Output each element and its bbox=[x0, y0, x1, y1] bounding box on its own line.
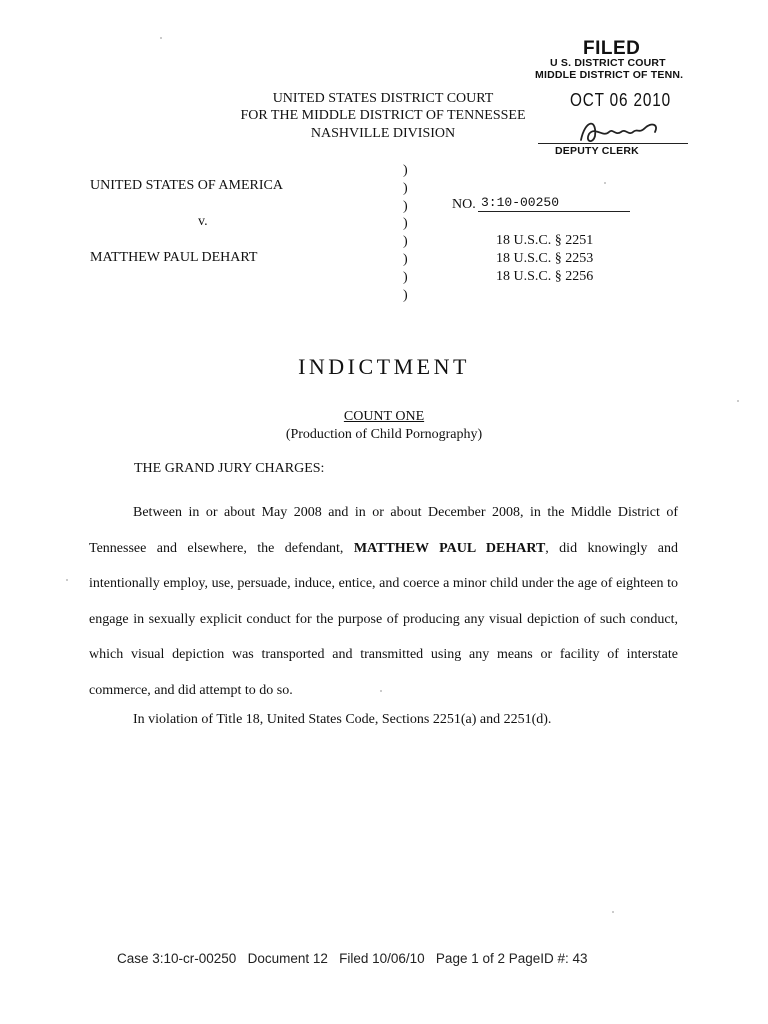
filed-stamp-clerk: DEPUTY CLERK bbox=[555, 145, 639, 157]
scan-speck bbox=[604, 182, 606, 184]
document-title: INDICTMENT bbox=[298, 354, 470, 379]
page-footer: Case 3:10-cr-00250 Document 12 Filed 10/06/10 Page 1 of 2 PageID #: 43 bbox=[117, 951, 588, 966]
statute-citation: 18 U.S.C. § 2251 bbox=[496, 233, 594, 248]
filed-stamp-district: MIDDLE DISTRICT OF TENN. bbox=[535, 69, 684, 81]
court-name: UNITED STATES DISTRICT COURT bbox=[272, 91, 494, 106]
charge-text-after: , did knowingly and intentionally employ, use, persuade, induce, entice, and coerce a minor child under the age of eighteen to engage in sexually explicit conduct for the purpose of producing any visual depiction of such conduct, which visual depiction was transported and transmitted using any means or facility of interstate commerce, and did attempt to do so. bbox=[89, 540, 678, 698]
scan-speck bbox=[380, 690, 382, 692]
statute-citation: 18 U.S.C. § 2253 bbox=[496, 251, 594, 266]
grand-jury-charges: THE GRAND JURY CHARGES: bbox=[134, 461, 325, 476]
court-division: NASHVILLE DIVISION bbox=[310, 126, 456, 141]
scan-speck bbox=[612, 911, 614, 913]
caption-paren: ) bbox=[403, 270, 408, 285]
case-number: 3:10-00250 bbox=[481, 195, 560, 210]
plaintiff-name: UNITED STATES OF AMERICA bbox=[90, 178, 283, 193]
caption-paren: ) bbox=[403, 252, 408, 267]
case-number-underline bbox=[478, 211, 630, 212]
caption-paren: ) bbox=[403, 163, 408, 178]
caption-paren: ) bbox=[403, 288, 408, 303]
count-title: COUNT ONE bbox=[343, 409, 425, 424]
filed-stamp-court: U S. DISTRICT COURT bbox=[550, 57, 666, 69]
versus: v. bbox=[198, 214, 208, 229]
caption-paren: ) bbox=[403, 216, 408, 231]
court-district: FOR THE MIDDLE DISTRICT OF TENNESSEE bbox=[240, 108, 526, 123]
violation-statement: In violation of Title 18, United States Code, Sections 2251(a) and 2251(d). bbox=[133, 712, 552, 727]
scan-speck bbox=[66, 579, 68, 581]
count-subtitle: (Production of Child Pornography) bbox=[285, 427, 483, 442]
caption-paren: ) bbox=[403, 199, 408, 214]
scan-speck bbox=[160, 37, 162, 39]
scan-speck bbox=[737, 400, 739, 402]
defendant-name-bold: MATTHEW PAUL DEHART bbox=[353, 540, 546, 556]
stamp-signature-line bbox=[538, 143, 688, 144]
filed-stamp-date: OCT 06 2010 bbox=[570, 90, 671, 110]
caption-paren: ) bbox=[403, 181, 408, 196]
caption-paren: ) bbox=[403, 234, 408, 249]
charge-text-before: Between in or about May 2008 and in or about December 2008, in the Middle District of Tennessee and elsewhere, the defendant, bbox=[89, 505, 678, 556]
case-number-label: NO. bbox=[452, 197, 476, 212]
charge-paragraph bbox=[89, 495, 678, 709]
filed-stamp-title: FILED bbox=[583, 38, 641, 59]
statute-citation: 18 U.S.C. § 2256 bbox=[496, 269, 594, 284]
defendant-name: MATTHEW PAUL DEHART bbox=[90, 250, 258, 265]
